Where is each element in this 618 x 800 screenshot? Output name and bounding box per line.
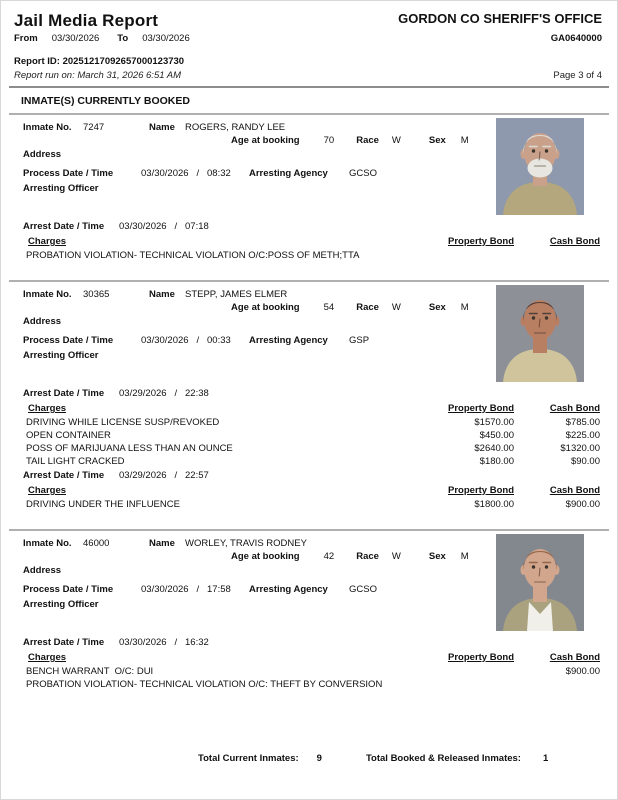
inmate-block: [9, 280, 609, 529]
report-title: Jail Media Report: [14, 11, 159, 30]
cash-bond-value: $900.00: [565, 499, 600, 510]
address-label: Address: [23, 565, 62, 576]
report-run-on-value: March 31, 2026 6:51 AM: [77, 70, 182, 81]
charge-row: [9, 429, 609, 442]
totals-row: [198, 753, 617, 764]
property-bond-value: $180.00: [479, 456, 514, 467]
total-current-value: 9: [316, 753, 322, 764]
charges-header: Charges: [28, 652, 67, 663]
report-header: [1, 1, 617, 86]
photo-beard: [528, 159, 553, 178]
from-date: 03/30/2026: [51, 33, 100, 44]
cash-bond-value: $225.00: [565, 430, 600, 441]
address-label: Address: [23, 316, 62, 327]
process-label: Process Date / Time: [23, 335, 114, 346]
arrest-section: [9, 468, 609, 511]
property-bond-header: Property Bond: [448, 652, 514, 663]
process-value: 03/30/2026 / 17:58: [141, 584, 231, 595]
cash-bond-header: Cash Bond: [549, 403, 600, 414]
property-bond-value: $1570.00: [474, 417, 514, 428]
name-label: Name: [149, 289, 175, 300]
cash-bond-value: $1320.00: [560, 443, 600, 454]
charge-text: POSS OF MARIJUANA LESS THAN AN OUNCE: [26, 443, 233, 454]
agency-value: GSP: [349, 335, 370, 346]
section-title: INMATE(S) CURRENTLY BOOKED: [21, 95, 190, 107]
charge-text: DRIVING WHILE LICENSE SUSP/REVOKED: [26, 417, 220, 428]
sex-value: M: [460, 551, 469, 562]
office-name: GORDON CO SHERIFF'S OFFICE: [398, 11, 602, 26]
process-label: Process Date / Time: [23, 584, 114, 595]
inmate-no-label: Inmate No.: [23, 289, 72, 300]
property-bond-value: $2640.00: [474, 443, 514, 454]
officer-label: Arresting Officer: [23, 599, 99, 610]
mugshot-photo: [496, 285, 584, 382]
photo-beard: [528, 326, 553, 345]
name-value: ROGERS, RANDY LEE: [185, 122, 286, 133]
charge-row: [9, 498, 609, 511]
name-value: WORLEY, TRAVIS RODNEY: [185, 538, 307, 549]
arrest-section: [9, 635, 609, 691]
report-run-on-label: Report run on:: [14, 70, 75, 81]
charge-row: [9, 442, 609, 455]
age-label: Age at booking: [231, 135, 300, 146]
inmate-no-label: Inmate No.: [23, 538, 72, 549]
age-label: Age at booking: [231, 551, 300, 562]
agency-value: GCSO: [349, 584, 377, 595]
cash-bond-value: $900.00: [565, 666, 600, 677]
arrest-label: Arrest Date / Time: [23, 637, 105, 648]
race-label: Race: [356, 135, 379, 146]
inmate-no-value: 46000: [83, 538, 110, 549]
officer-label: Arresting Officer: [23, 350, 99, 361]
inmate-no-value: 30365: [83, 289, 110, 300]
property-bond-header: Property Bond: [448, 485, 514, 496]
agency-value: GCSO: [349, 168, 377, 179]
mugshot-photo: [496, 534, 584, 631]
charge-text: PROBATION VIOLATION- TECHNICAL VIOLATION O/C:POSS OF METH;TTA: [26, 250, 360, 261]
race-label: Race: [356, 551, 379, 562]
photo-eye-left: [532, 565, 535, 568]
arrest-value: 03/30/2026 / 07:18: [119, 221, 209, 232]
charges-header: Charges: [28, 403, 67, 414]
sex-value: M: [460, 135, 469, 146]
charge-rows: [9, 416, 609, 468]
arrest-label: Arrest Date / Time: [23, 221, 105, 232]
race-value: W: [391, 135, 401, 146]
sex-value: M: [460, 302, 469, 313]
page-number: Page 3 of 4: [553, 70, 602, 81]
photo-eye-right: [545, 149, 548, 152]
agency-code: GA0640000: [550, 33, 602, 44]
to-date: 03/30/2026: [142, 33, 190, 44]
report-run-on: [14, 70, 181, 81]
inmate-no-label: Inmate No.: [23, 122, 72, 133]
charge-rows: [9, 498, 609, 511]
charges-header: Charges: [28, 236, 67, 247]
photo-eye-left: [532, 316, 535, 319]
inmates-container: [1, 113, 617, 709]
charge-text: DRIVING UNDER THE INFLUENCE: [26, 499, 180, 510]
name-value: STEPP, JAMES ELMER: [185, 289, 288, 300]
property-bond-value: $450.00: [479, 430, 514, 441]
arrests-container: [9, 386, 609, 511]
total-current-label: Total Current Inmates:: [198, 753, 299, 764]
officer-label: Arresting Officer: [23, 183, 99, 194]
inmate-block: [9, 529, 609, 709]
charge-row: [9, 249, 609, 262]
process-value: 03/30/2026 / 00:33: [141, 335, 231, 346]
arrest-section: [9, 219, 609, 262]
arrest-label: Arrest Date / Time: [23, 388, 105, 399]
race-label: Race: [356, 302, 379, 313]
inmate-block: [9, 113, 609, 280]
charge-row: [9, 665, 609, 678]
from-label: From: [14, 33, 38, 44]
arrest-value: 03/30/2026 / 16:32: [119, 637, 209, 648]
sex-label: Sex: [428, 135, 446, 146]
property-bond-header: Property Bond: [448, 236, 514, 247]
agency-label: Arresting Agency: [249, 168, 328, 179]
inmate-no-value: 7247: [83, 122, 105, 133]
charge-text: BENCH WARRANT O/C: DUI: [26, 666, 154, 677]
address-label: Address: [23, 149, 62, 160]
arrest-section: [9, 386, 609, 468]
report-id-label: Report ID:: [14, 56, 60, 67]
charge-text: PROBATION VIOLATION- TECHNICAL VIOLATION O/C: THEFT BY CONVERSION: [26, 679, 383, 690]
sex-label: Sex: [428, 302, 446, 313]
property-bond-value: $1800.00: [474, 499, 514, 510]
photo-eye-left: [532, 149, 535, 152]
process-value: 03/30/2026 / 08:32: [141, 168, 231, 179]
race-value: W: [391, 302, 401, 313]
arrest-value: 03/29/2026 / 22:57: [119, 470, 209, 481]
charge-row: [9, 416, 609, 429]
age-label: Age at booking: [231, 302, 300, 313]
arrest-label: Arrest Date / Time: [23, 470, 105, 481]
sex-label: Sex: [428, 551, 446, 562]
charge-row: [9, 455, 609, 468]
charge-rows: [9, 665, 609, 691]
arrest-value: 03/29/2026 / 22:38: [119, 388, 209, 399]
charge-row: [9, 678, 609, 691]
charges-header: Charges: [28, 485, 67, 496]
agency-label: Arresting Agency: [249, 335, 328, 346]
date-range: [14, 33, 190, 44]
cash-bond-value: $90.00: [570, 456, 600, 467]
cash-bond-header: Cash Bond: [549, 485, 600, 496]
property-bond-header: Property Bond: [448, 403, 514, 414]
charge-text: OPEN CONTAINER: [26, 430, 111, 441]
process-label: Process Date / Time: [23, 168, 114, 179]
arrests-container: [9, 219, 609, 262]
name-label: Name: [149, 538, 175, 549]
mugshot-photo: [496, 118, 584, 215]
charge-text: TAIL LIGHT CRACKED: [26, 456, 125, 467]
age-value: 54: [323, 302, 335, 313]
race-value: W: [391, 551, 401, 562]
agency-label: Arresting Agency: [249, 584, 328, 595]
charge-rows: [9, 249, 609, 262]
report-id-value: 20251217092657000123730: [62, 56, 185, 67]
total-released-value: 1: [542, 753, 549, 764]
arrests-container: [9, 635, 609, 691]
cash-bond-header: Cash Bond: [549, 652, 600, 663]
photo-eye-right: [545, 565, 548, 568]
name-label: Name: [149, 122, 175, 133]
report-id: [14, 56, 602, 67]
photo-eye-right: [545, 316, 548, 319]
cash-bond-header: Cash Bond: [549, 236, 600, 247]
total-released-label: Total Booked & Released Inmates:: [365, 753, 521, 764]
photo-beard: [528, 575, 553, 594]
cash-bond-value: $785.00: [565, 417, 600, 428]
to-label: To: [117, 33, 129, 44]
age-value: 42: [323, 551, 335, 562]
age-value: 70: [323, 135, 335, 146]
